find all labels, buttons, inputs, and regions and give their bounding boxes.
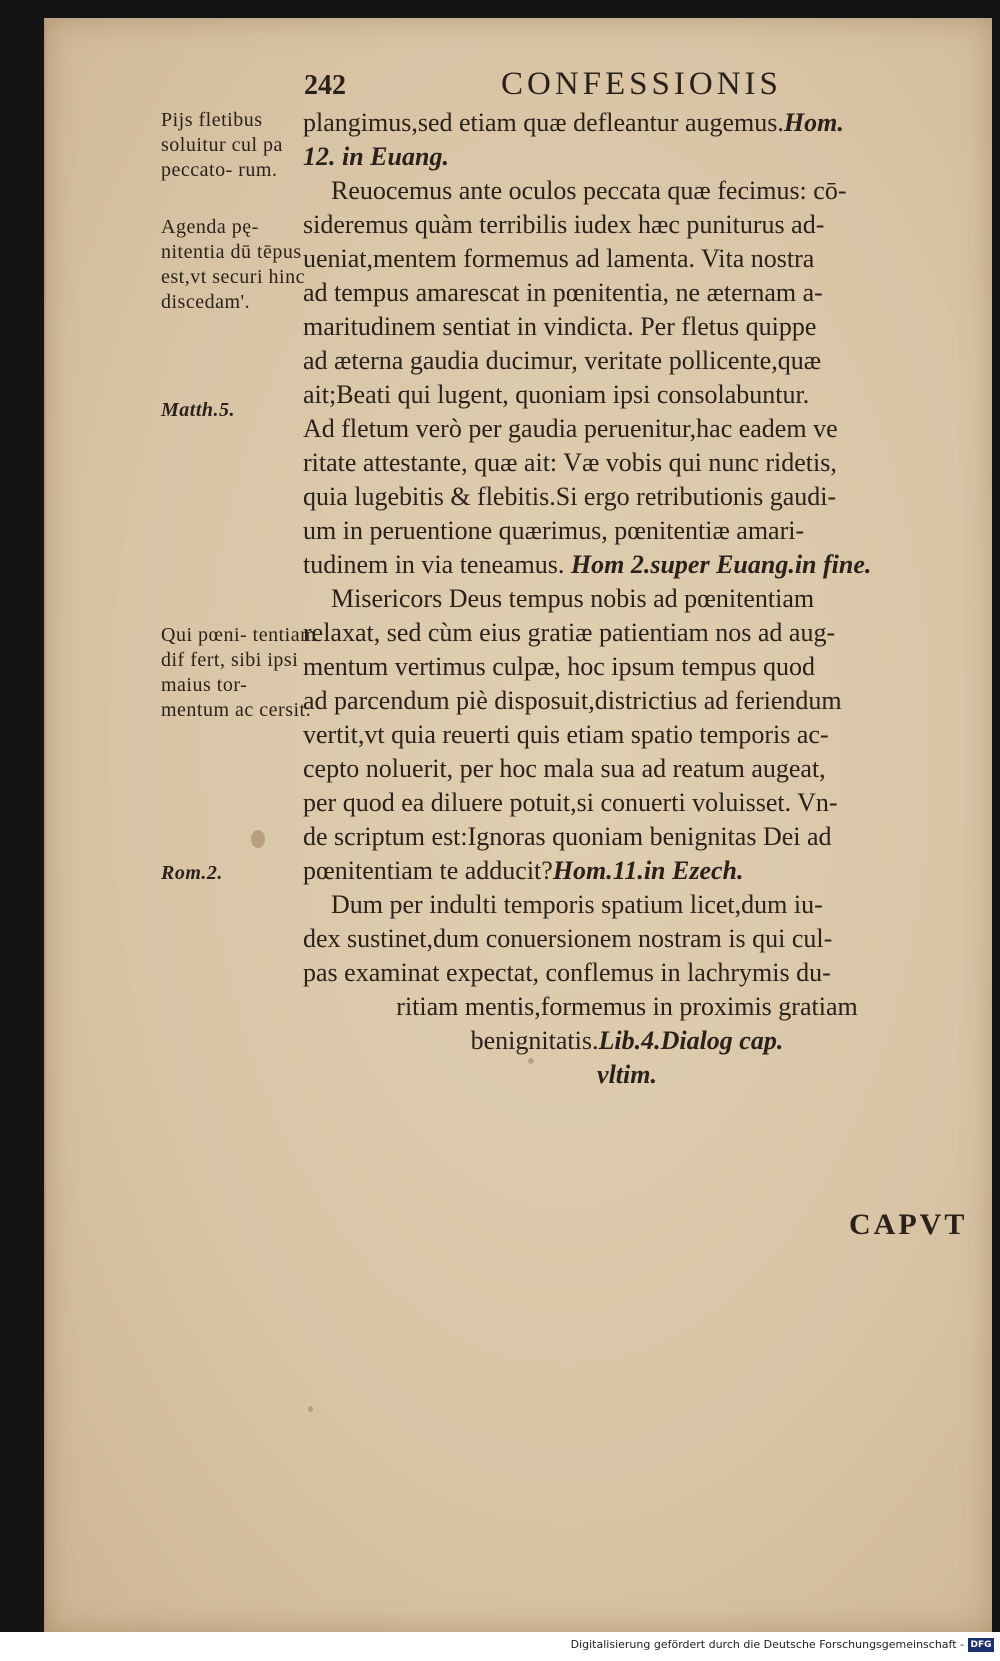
citation: Hom. bbox=[783, 108, 844, 137]
digitization-footer bbox=[0, 1632, 1000, 1661]
book-page bbox=[44, 18, 992, 1632]
text-line: dex sustinet,dum conuersionem nostram is qui cul- bbox=[303, 924, 833, 953]
text-line: plangimus,sed etiam quæ defleantur augemus.Hom. bbox=[303, 108, 844, 137]
page-number: 242 bbox=[304, 70, 346, 101]
catchword: CAPVT bbox=[849, 1208, 968, 1241]
margin-note-reference: Rom.2. bbox=[161, 862, 223, 884]
text-line: ritate attestante, quæ ait: Væ vobis qui nunc ridetis, bbox=[303, 448, 837, 477]
text-line: Ad fletum verò per gaudia peruenitur,hac eadem ve bbox=[303, 414, 838, 443]
text-line: benignitatis.Lib.4.Dialog cap. bbox=[470, 1026, 784, 1055]
citation: vltim. bbox=[597, 1060, 657, 1089]
text-line: mentum vertimus culpæ, hoc ipsum tempus quod bbox=[303, 652, 816, 681]
text-line: cepto noluerit, per hoc mala sua ad reatum augeat, bbox=[303, 754, 826, 783]
text-line: ad æterna gaudia ducimur, veritate pollicente,quæ bbox=[303, 346, 822, 375]
margin-note: Qui pœni- tentiam dif fert, sibi ipsi maius tor- mentum ac cersit. bbox=[161, 624, 317, 721]
citation: Hom 2.super Euang.in fine. bbox=[570, 550, 872, 579]
text-line: ritiam mentis,formemus in proximis gratiam bbox=[396, 992, 858, 1021]
text-line: vertit,vt quia reuerti quis etiam spatio temporis ac- bbox=[303, 720, 829, 749]
text-line: um in peruentione quærimus, pœnitentiæ amari- bbox=[303, 516, 805, 545]
text-line: ad tempus amarescat in pœnitentia, ne æternam a- bbox=[303, 278, 823, 307]
citation: 12. in Euang. bbox=[303, 142, 449, 171]
text-line: Dum per indulti temporis spatium licet,dum iu- bbox=[331, 890, 823, 919]
text-line: sideremus quàm terribilis iudex hæc puniturus ad- bbox=[303, 210, 825, 239]
text-line bbox=[303, 140, 991, 174]
text-line: Reuocemus ante oculos peccata quæ fecimus: cō- bbox=[331, 176, 847, 205]
text-line: ueniat,mentem formemus ad lamenta. Vita nostra bbox=[303, 244, 815, 273]
text-line: relaxat, sed cùm eius gratiæ patientiam nos ad aug- bbox=[303, 618, 836, 647]
margin-note: Pijs fletibus soluitur cul pa peccato- rum. bbox=[161, 109, 283, 181]
margin-note: Agenda pę- nitentia dū tēpus est,vt securi hinc discedam'. bbox=[161, 216, 305, 313]
page-header bbox=[46, 66, 992, 106]
footer-credit: Digitalisierung gefördert durch die Deutsche Forschungsgemeinschaft - bbox=[570, 1638, 964, 1651]
paper-stain bbox=[251, 830, 265, 848]
paper-stain bbox=[308, 1406, 313, 1412]
text-line: pas examinat expectat, conflemus in lachrymis du- bbox=[303, 958, 831, 987]
margin-note-reference: Matth.5. bbox=[161, 399, 236, 421]
text-line bbox=[303, 1058, 991, 1092]
citation: Lib.4.Dialog cap. bbox=[598, 1026, 784, 1055]
running-title: CONFESSIONIS bbox=[501, 66, 782, 102]
text-line: tudinem in via teneamus. Hom 2.super Euang.in fine. bbox=[303, 550, 872, 579]
text-line: de scriptum est:Ignoras quoniam benignitas Dei ad bbox=[303, 822, 832, 851]
dfg-logo-icon: DFG bbox=[968, 1638, 994, 1652]
text-line: ait;Beati qui lugent, quoniam ipsi consolabuntur. bbox=[303, 380, 810, 409]
text-line: Misericors Deus tempus nobis ad pœnitentiam bbox=[331, 584, 815, 613]
text-line: pœnitentiam te adducit?Hom.11.in Ezech. bbox=[303, 856, 744, 885]
main-text bbox=[303, 106, 991, 1092]
text-line: per quod ea diluere potuit,si conuerti voluisset. Vn- bbox=[303, 788, 838, 817]
text-line: ad parcendum piè disposuit,districtius ad feriendum bbox=[303, 686, 842, 715]
citation: Hom.11.in Ezech. bbox=[552, 856, 744, 885]
text-line: maritudinem sentiat in vindicta. Per fletus quippe bbox=[303, 312, 817, 341]
text-line: quia lugebitis & flebitis.Si ergo retributionis gaudi- bbox=[303, 482, 837, 511]
